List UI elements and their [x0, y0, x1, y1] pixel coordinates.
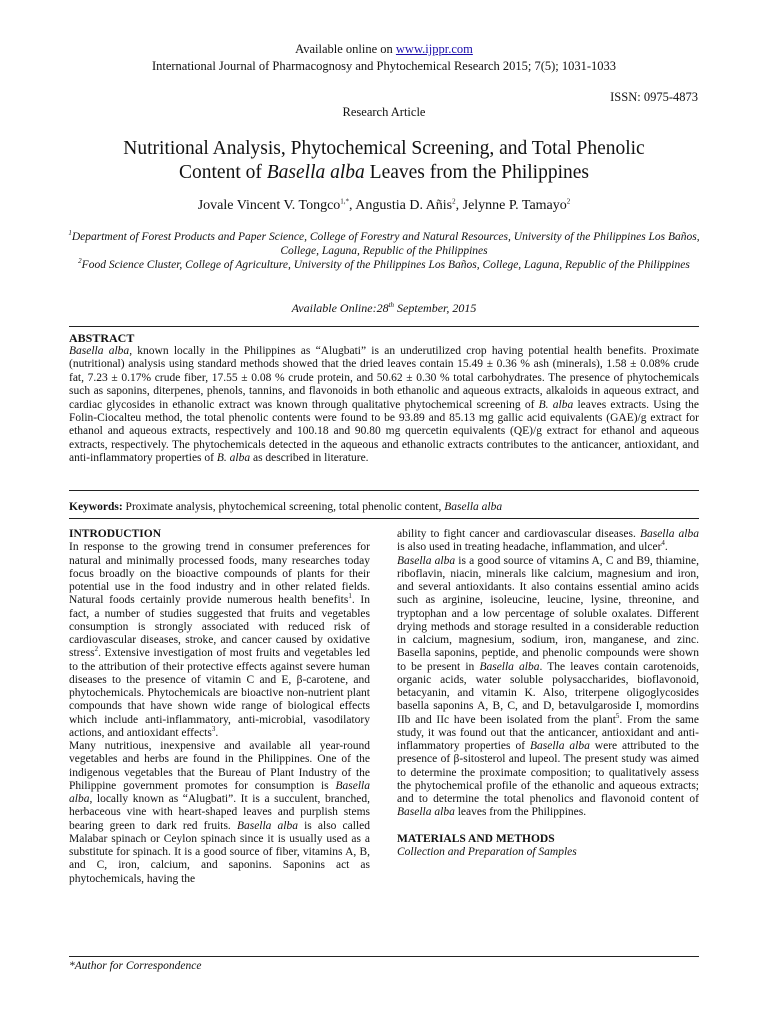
- paragraph-text: were attributed to the presence of β-sitosterol and lupeol. The present study was aimed to determine the proximate composition; to qualitatively assess the phytochemical profile of the ethanolic and aqueous extracts; and to determine the total phenolics and flavonoid content of: [397, 740, 699, 805]
- species-name: Basella alba: [529, 740, 590, 752]
- paragraph-text: Many nutritious, inexpensive and available all year-round vegetables and herbs are found in the Philippines. One of the indigenous vegetables that the Bureau of Plant Industry of the Philippine government promotes for consumption is: [69, 740, 370, 792]
- citation-ref: 3: [211, 724, 216, 733]
- paper-title-line-1: Nutritional Analysis, Phytochemical Screening, and Total Phenolic: [123, 138, 645, 159]
- species-name: Basella alba: [397, 806, 455, 819]
- issn: ISSN: 0975-4873: [610, 90, 698, 104]
- divider-top: [69, 326, 699, 327]
- paper-title-line-2: [0, 161, 768, 185]
- species-name: B. alba: [216, 452, 251, 465]
- citation-ref: 5: [615, 711, 620, 720]
- section-heading-methods: MATERIALS AND METHODS: [397, 832, 555, 845]
- affiliation-number: 1: [68, 229, 72, 238]
- section-heading-introduction: INTRODUCTION: [69, 528, 162, 540]
- paragraph-text: . In fact, a number of studies suggested that fruits and vegetables consumption is strongly associated with reduced risk of cardiovascular diseases, stroke, and cancer caused by oxidative stress: [69, 594, 370, 660]
- author-name: Jovale Vincent V. Tongco: [197, 198, 341, 213]
- availability-line: [0, 41, 768, 57]
- intro-paragraph-3: [397, 528, 699, 555]
- title-species: Basella alba: [266, 162, 365, 183]
- species-name: Basella alba: [236, 819, 298, 832]
- paragraph-text: In response to the growing trend in consumer preferences for natural and minimally processed foods, many researches today focus broadly on the bioactive compounds of plants for their potential use in the food industry and in other related fields. Natural foods certainly provide numerous health benefits: [69, 541, 370, 607]
- keywords-species: Basella alba: [444, 501, 503, 513]
- keywords-label: Keywords:: [69, 501, 123, 513]
- journal-citation: International Journal of Pharmacognosy and Phytochemical Research 2015; 7(5); 1031-1033: [151, 59, 617, 73]
- species-name: Basella alba: [479, 660, 540, 673]
- journal-website-link[interactable]: www.ijppr.com: [395, 42, 473, 56]
- author-separator: ,: [349, 198, 356, 213]
- affiliation-2: [60, 259, 708, 273]
- paragraph-text: .: [664, 541, 668, 554]
- author-affiliation-mark: 2: [566, 197, 571, 206]
- title-text-end: Leaves from the Philippines: [364, 162, 589, 183]
- correspondence-footnote: *Author for Correspondence: [69, 960, 202, 972]
- date-suffix: September, 2015: [394, 301, 477, 315]
- divider-middle: [69, 490, 699, 491]
- title-text: Content of: [179, 162, 267, 183]
- abstract-text: , known locally in the Philippines as “Alugbati” is an underutilized crop having potential health benefits. Proximate (nutritional) analysis using standard methods showed that the dried leaves contain 15.49 ± 0.36 % ash (minerals), 1.58 ± 0.08% crude fat, 7.23 ± 0.17% crude fiber, 17.55 ± 0.08 % crude protein, and 50.62 ± 0.30 % total carbohydrates. The presence of phytochemicals such as saponins, diterpenes, phenols, tannins, and flavonoids in both ethanolic and aqueous extracts, alkaloids in aqueous extract, and cardiac glycosides in ethanolic extract was known through qualitative phytochemical screening of: [69, 345, 699, 411]
- left-column: [69, 528, 370, 886]
- paragraph-text: leaves from the Philippines.: [454, 806, 587, 819]
- paragraph-text: is also used in treating headache, inflammation, and ulcer: [397, 541, 662, 554]
- author-separator: ,: [455, 198, 463, 213]
- author-name: Jelynne P. Tamayo: [462, 198, 567, 213]
- affiliation-1: [60, 231, 708, 258]
- paragraph-text: , locally known as “Alugbati”. It is a succulent, branched, herbaceous vine with heart-shaped leaves and purplish stems bearing green to dark red fruits.: [69, 793, 370, 832]
- keywords-text: Proximate analysis, phytochemical screening, total phenolic content,: [122, 501, 445, 513]
- species-name: Basella alba: [639, 528, 699, 540]
- online-date: [0, 300, 768, 316]
- paragraph-text: . The leaves contain carotenoids, organic acids, water soluble polysaccharides, bioflavonoid, betacyanin, and vitamin K. Also, triterpene oligoglycosides basella saponins A, B, C, and D, betavulgaroside I, momordins IIb and IIc have been isolated from the plant: [397, 660, 699, 726]
- author-affiliation-mark: 1,*: [340, 197, 350, 206]
- citation-ref: 1: [348, 592, 352, 601]
- affiliation-text: Food Science Cluster, College of Agriculture, University of the Philippines Los Baños, College, Laguna, Republic of the Philippines: [81, 259, 690, 271]
- date-ordinal: th: [388, 301, 395, 309]
- abstract-text: as described in literature.: [250, 452, 369, 465]
- divider-bottom: [69, 518, 699, 519]
- keywords: [69, 500, 699, 514]
- species-name: Basella alba: [397, 554, 456, 567]
- species-name: Basella alba: [69, 779, 370, 805]
- affiliation-number: 2: [78, 257, 82, 266]
- paragraph-text: is a good source of vitamins A, C and B9, thiamine, riboflavin, niacin, minerals like calcium, magnesium and iron, and several antioxidants. It also contains essential amino acids such as arginine, isoleucine, leucine, lysine, threonine, and tryptophan and a low percentage of soluble oxalates. Different drying methods and storage resulted in a considerable reduction in calcium, magnesium, sodium, iron, manganese, and zinc. Basella saponins, peptide, and phenolic compounds were shown to be present in: [397, 554, 699, 673]
- paragraph-text: . From the same study, it was found out that the anticancer, antioxidant and anti-inflammatory properties of: [397, 713, 699, 752]
- intro-paragraph-4: [397, 555, 699, 820]
- intro-paragraph-1: [69, 541, 370, 740]
- author-list: [0, 197, 768, 215]
- abstract-body: [69, 345, 699, 466]
- abstract-heading: ABSTRACT: [69, 331, 135, 345]
- author-affiliation-mark: 2: [452, 197, 456, 206]
- abstract-text: leaves extracts. Using the Folin-Ciocalteu method, the total phenolic contents were found to be 93.89 and 85.13 mg gallic acid equivalents (GAE)/g extract for ethanol and aqueous extracts, respectively and 100.18 and 90.80 mg quercetin equivalents (QE)/g extract for ethanol and aqueous extracts, respectively. The phytochemicals detected in the aqueous and ethanolic extracts contributes to the anticancer, antioxidant, and anti-inflammatory properties of: [69, 398, 699, 465]
- right-column: [397, 528, 699, 859]
- affiliation-text: Department of Forest Products and Paper Science, College of Forestry and Natural Resources, University of the Philippines Los Baños, College, Laguna, Republic of the Philippines: [71, 231, 700, 257]
- species-name: B. alba: [538, 398, 574, 411]
- author-name: Angustia D. Añis: [355, 198, 453, 213]
- subsection-heading-collection: Collection and Preparation of Samples: [397, 845, 577, 858]
- article-type: Research Article: [342, 105, 426, 119]
- paragraph-text: ability to fight cancer and cardiovascular diseases.: [397, 528, 640, 540]
- paragraph-text: is also called Malabar spinach or Ceylon spinach since it is usually used as a substitute for spinach. It is a good source of fiber, vitamins A, B, and C, iron, calcium, and saponins. Saponins act as phytochemicals, having the: [69, 819, 370, 885]
- footnote-divider: [69, 956, 699, 957]
- citation-ref: 4: [661, 539, 665, 548]
- paragraph-text: . Extensive investigation of most fruits and vegetables led to the attribution of their protective effects against severe human diseases to the presence of vitamin C and E, β-carotene, and phytochemicals. Phytochemicals are bioactive non-nutrient plant compounds that have shown wide range of biological effects which include anti-inflammatory, anti-microbial, vasodilatory actions, and antioxidant effects: [69, 647, 370, 739]
- citation-ref: 2: [94, 645, 99, 654]
- intro-paragraph-2: [69, 740, 370, 886]
- availability-prefix: Available online on: [295, 42, 396, 56]
- paragraph-text: .: [215, 726, 219, 739]
- species-name: Basella alba: [69, 345, 130, 357]
- date-prefix: Available Online:28: [291, 301, 389, 315]
